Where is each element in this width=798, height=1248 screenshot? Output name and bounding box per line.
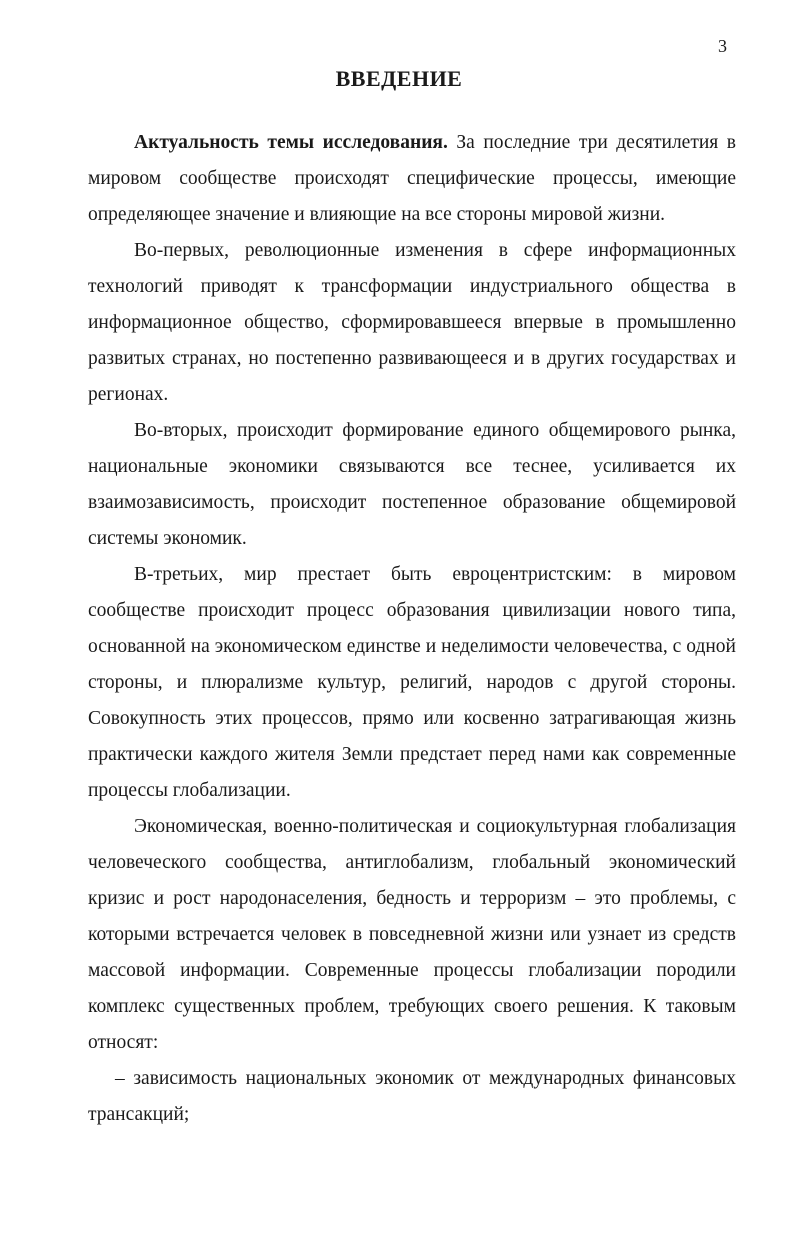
paragraph-line: – зависимость национальных экономик от международных финансовых — [115, 1068, 736, 1089]
paragraph-line: комплекс существенных проблем, требующих своего решения. К таковым — [88, 996, 736, 1017]
paragraph-line: взаимозависимость, происходит постепенное образование общемировой — [88, 492, 736, 513]
paragraph-line: Во-вторых, происходит формирование единого общемирового рынка, — [134, 420, 736, 441]
paragraph-line: практически каждого жителя Земли предстает перед нами как современные — [88, 744, 736, 765]
paragraph-line: кризис и рост народонаселения, бедность и терроризм – это проблемы, с — [88, 888, 736, 909]
paragraph-line: мировом сообществе происходят специфические процессы, имеющие — [88, 168, 736, 189]
paragraph-line: основанной на экономическом единстве и неделимости человечества, с одной — [88, 636, 736, 657]
paragraph-line: массовой информации. Современные процессы глобализации породили — [88, 960, 736, 981]
paragraph-line: определяющее значение и влияющие на все стороны мировой жизни. — [88, 204, 666, 225]
paragraph-line: В-третьих, мир престает быть евроцентристским: в мировом — [134, 564, 736, 585]
paragraph-relevance — [88, 125, 736, 233]
list-item — [88, 1061, 736, 1133]
paragraph-line: трансакций; — [88, 1104, 190, 1125]
paragraph-globalization — [88, 809, 736, 1061]
paragraph-line: сообществе происходит процесс образования цивилизации нового типа, — [88, 600, 736, 621]
paragraph-line: системы экономик. — [88, 528, 247, 549]
paragraph-line: развитых странах, но постепенно развивающееся и в других государствах и — [88, 348, 736, 369]
paragraph-first — [88, 233, 736, 413]
paragraph-line: стороны, и плюрализме культур, религий, народов с другой стороны. — [88, 672, 736, 693]
document-body — [88, 125, 736, 1133]
paragraph-line: Совокупность этих процессов, прямо или косвенно затрагивающая жизнь — [88, 708, 736, 729]
paragraph-line: национальные экономики связываются все теснее, усиливается их — [88, 456, 736, 477]
paragraph-line: процессы глобализации. — [88, 780, 291, 801]
paragraph-third — [88, 557, 736, 809]
paragraph-line: Экономическая, военно-политическая и социокультурная глобализация — [134, 816, 736, 837]
paragraph-line: которыми встречается человек в повседневной жизни или узнает из средств — [88, 924, 736, 945]
paragraph-line: относят: — [88, 1032, 159, 1053]
lead-phrase: Актуальность темы исследования. — [134, 132, 448, 153]
paragraph-line: Во-первых, революционные изменения в сфере информационных — [134, 240, 736, 261]
paragraph-line: регионах. — [88, 384, 169, 405]
paragraph-second — [88, 413, 736, 557]
page-title: ВВЕДЕНИЕ — [335, 66, 463, 91]
paragraph-line: информационное общество, сформировавшееся впервые в промышленно — [88, 312, 736, 333]
paragraph-line: Актуальность темы исследования. За последние три десятилетия в — [134, 132, 736, 153]
page-number: 3 — [718, 36, 727, 56]
paragraph-line: человеческого сообщества, антиглобализм, глобальный экономический — [88, 852, 736, 873]
paragraph-line: технологий приводят к трансформации индустриального общества в — [88, 276, 736, 297]
